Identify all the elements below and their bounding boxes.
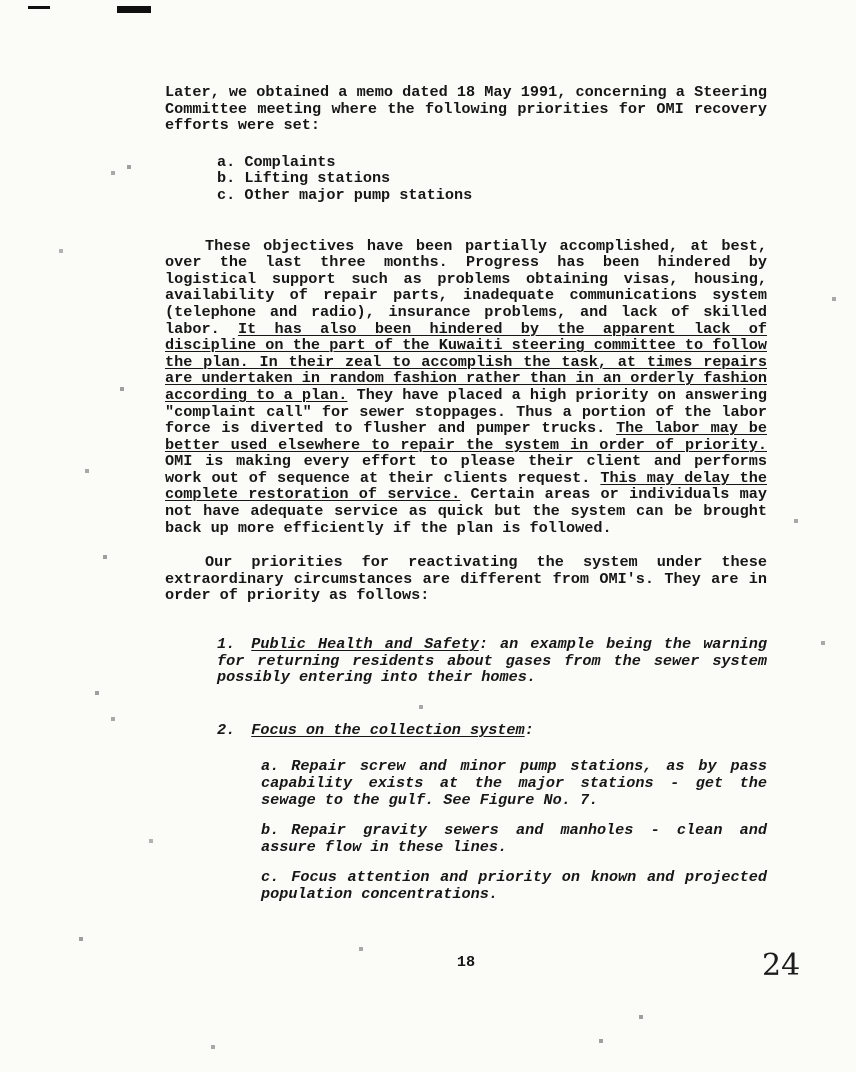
sub-item-text: Focus attention and priority on known and projected population concentrations. xyxy=(261,868,767,903)
underlined-text-segment: It has also been hindered by the apparent lack of discipline on the part of the Kuwaiti steering committee to follow the plan. In their zeal to accomplish the task, at times repairs are undertaken in random fashion rather than in an orderly fashion according to a plan. xyxy=(165,319,767,404)
underlined-text-segment: The labor may be better used elsewhere to repair the system in order of priority. xyxy=(165,419,767,454)
sub-item-label: c. xyxy=(261,868,280,887)
paragraph-intro: Later, we obtained a memo dated 18 May 1991, concerning a Steering Committee meeting where the following priorities for OMI recovery efforts were set: xyxy=(165,83,767,135)
page-number: 18 xyxy=(456,953,476,971)
list-item-pump-stations: c. Other major pump stations xyxy=(217,185,473,204)
item-heading-underlined: Public Health and Safety xyxy=(251,635,479,654)
list-item-complaints: a. Complaints xyxy=(217,152,336,171)
scan-artifact-dash xyxy=(117,6,151,13)
paragraph-priorities: Our priorities for reactivating the system under these extraordinary circumstances are different from OMI's. They are in order of priority as follows: xyxy=(165,553,767,605)
numbered-item-collection-system xyxy=(217,722,767,739)
text-segment: They have placed a high priority on answering "complaint call" for sewer stoppages. Thus a portion of the labor force is diverted to flusher and pumper trucks. xyxy=(165,385,768,438)
priority-list xyxy=(217,154,767,204)
sub-item-label: b. xyxy=(261,821,280,840)
sub-item-text: Repair screw and minor pump stations, as by pass capability exists at the major stations - get the sewage to the gulf. See Figure No. 7. xyxy=(261,757,767,809)
stamp-number: 24 xyxy=(762,948,801,983)
scan-noise-specks xyxy=(0,0,2,2)
underlined-text-segment: This may delay the complete restoration of service. xyxy=(165,468,767,504)
text-segment: These objectives have been partially accomplished, at best, over the last three months. Progress has been hindered by logistical support such as problems obtaining visas, housing, availability of repair parts, inadequate communications system (telephone and radio), insurance problems, and lack of skilled labor. xyxy=(165,236,767,338)
text-segment: Certain areas or individuals may not have adequate service as quick but the system can be brought back up more efficiently if the plan is followed. xyxy=(165,485,767,537)
numbered-item-public-health xyxy=(217,636,767,686)
item-heading-underlined: Focus on the collection system xyxy=(251,720,525,739)
scan-artifact-dash xyxy=(28,6,50,9)
document-body xyxy=(165,84,767,903)
item-number: 2. xyxy=(217,720,236,739)
sub-item-label: a. xyxy=(261,757,280,776)
list-item-lifting-stations: b. Lifting stations xyxy=(217,169,391,188)
text-segment: OMI is making every effort to please their client and performs work out of sequence at their clients request. xyxy=(165,452,767,487)
sub-item-text: Repair gravity sewers and manholes - clean and assure flow in these lines. xyxy=(261,821,767,856)
item-number: 1. xyxy=(217,635,236,654)
sub-item-focus-population xyxy=(261,869,767,902)
sub-item-repair-pump-stations xyxy=(261,758,767,808)
paragraph-progress xyxy=(165,238,767,537)
item-text: : xyxy=(524,720,534,739)
item-text: : an example being the warning for returning residents about gases from the sewer system possibly entering into their homes. xyxy=(217,635,767,687)
sub-item-repair-gravity-sewers xyxy=(261,822,767,855)
